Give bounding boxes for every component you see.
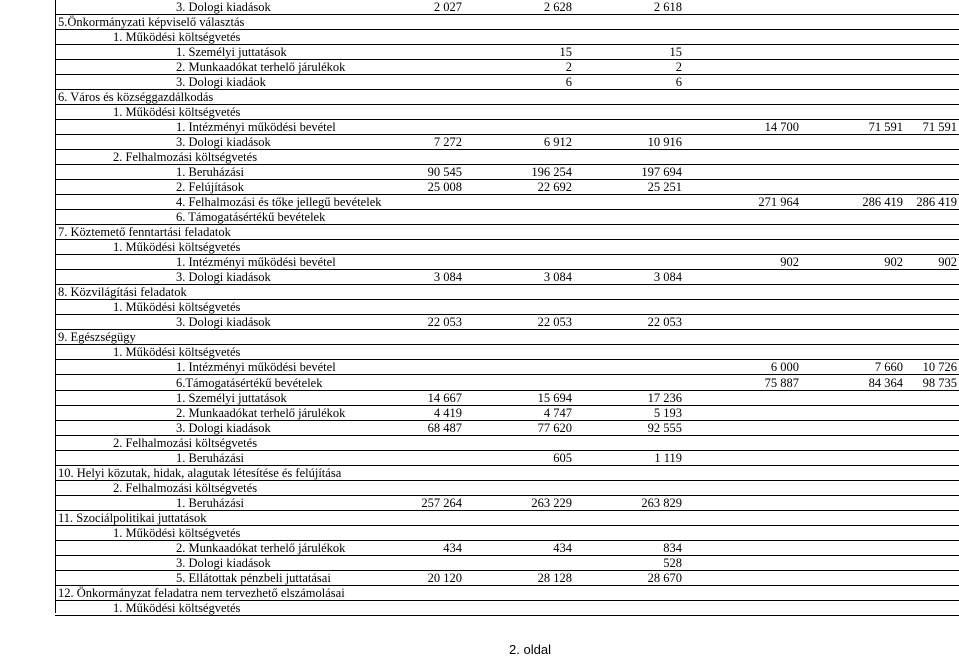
row-value-f: 286 419 xyxy=(916,195,957,210)
row-label: 5.Önkormányzati képviselő választás xyxy=(58,15,245,30)
row-value-c: 2 xyxy=(675,60,682,75)
row-value-e: 286 419 xyxy=(862,195,903,210)
row-value-a: 434 xyxy=(443,540,462,555)
row-value-e: 71 591 xyxy=(868,120,903,135)
row-value-b: 22 692 xyxy=(537,180,572,195)
row-label: 12. Önkormányzat feladatra nem tervezhető elszámolásai xyxy=(58,585,345,600)
row-value-b: 434 xyxy=(553,540,572,555)
row-value-d: 14 700 xyxy=(764,120,799,135)
table-row xyxy=(55,240,959,255)
table-row xyxy=(55,195,959,210)
row-value-b: 15 694 xyxy=(537,390,572,405)
row-value-b: 4 747 xyxy=(543,405,572,420)
table-row xyxy=(55,90,959,105)
table-row xyxy=(55,571,959,586)
row-value-a: 3 084 xyxy=(433,270,462,285)
table-row xyxy=(55,406,959,421)
row-label: 1. Beruházási xyxy=(176,165,245,180)
row-label: 2. Munkaadókat terhelő járulékok xyxy=(176,540,346,555)
table-row xyxy=(55,345,959,360)
row-value-b: 2 xyxy=(565,60,572,75)
table-row xyxy=(55,165,959,180)
row-value-e: 84 364 xyxy=(868,375,903,390)
row-label: 2. Munkaadókat terhelő járulékok xyxy=(176,60,346,75)
row-label: 2. Felhalmozási költségvetés xyxy=(113,150,258,165)
table-row xyxy=(55,75,959,90)
row-value-b: 28 128 xyxy=(537,570,572,585)
row-label: 3. Dologi kiadások xyxy=(176,0,271,14)
table-row xyxy=(55,15,959,30)
row-value-a: 68 487 xyxy=(427,420,462,435)
table-row xyxy=(55,391,959,406)
table-row xyxy=(55,541,959,556)
row-value-a: 25 008 xyxy=(427,180,462,195)
row-label: 1. Intézményi működési bevétel xyxy=(176,360,336,375)
row-value-c: 6 xyxy=(675,75,682,90)
row-value-b: 263 229 xyxy=(531,495,572,510)
row-label: 1. Működési költségvetés xyxy=(113,525,241,540)
row-label: 3. Dologi kiadáok xyxy=(176,75,266,90)
table-row xyxy=(55,60,959,75)
row-value-b: 6 xyxy=(565,75,572,90)
row-value-c: 15 xyxy=(669,45,682,60)
row-value-a: 7 272 xyxy=(433,135,462,150)
row-label: 6. Támogatásértékű bevételek xyxy=(176,210,326,225)
table-row xyxy=(55,30,959,45)
row-label: 2. Munkaadókat terhelő járulékok xyxy=(176,405,346,420)
row-label: 1. Működési költségvetés xyxy=(113,240,241,255)
row-label: 1. Működési költségvetés xyxy=(113,345,241,360)
row-value-c: 5 193 xyxy=(653,405,682,420)
row-label: 3. Dologi kiadások xyxy=(176,315,271,330)
row-value-c: 197 694 xyxy=(641,165,682,180)
row-value-c: 17 236 xyxy=(647,390,682,405)
table-row xyxy=(55,285,959,300)
row-label: 8. Közvilágítási feladatok xyxy=(58,285,187,300)
row-value-f: 71 591 xyxy=(922,120,957,135)
table-row xyxy=(55,135,959,150)
row-value-a: 90 545 xyxy=(427,165,462,180)
table-row xyxy=(55,180,959,195)
table-row xyxy=(55,466,959,481)
row-value-a: 4 419 xyxy=(433,405,462,420)
table-row xyxy=(55,481,959,496)
table-row xyxy=(55,315,959,330)
table-row xyxy=(55,255,959,270)
row-value-f: 10 726 xyxy=(922,360,957,375)
row-label: 2. Felhalmozási költségvetés xyxy=(113,435,258,450)
table-row xyxy=(55,270,959,285)
row-value-d: 75 887 xyxy=(764,375,799,390)
row-value-a: 20 120 xyxy=(427,570,462,585)
row-label: 1. Személyi juttatások xyxy=(176,45,287,60)
table-row xyxy=(55,556,959,571)
row-label: 1. Intézményi működési bevétel xyxy=(176,120,336,135)
row-value-a: 257 264 xyxy=(421,495,462,510)
table-row xyxy=(55,526,959,541)
page-number: 2. oldal xyxy=(509,642,551,657)
row-value-c: 92 555 xyxy=(647,420,682,435)
row-value-c: 263 829 xyxy=(641,495,682,510)
row-label: 10. Helyi közutak, hidak, alagutak létesítése és felújítása xyxy=(58,465,342,480)
row-label: 1. Működési költségvetés xyxy=(113,300,241,315)
row-value-c: 3 084 xyxy=(653,270,682,285)
table-row xyxy=(55,45,959,60)
row-value-b: 2 628 xyxy=(543,0,572,14)
table-row xyxy=(55,421,959,436)
row-value-d: 902 xyxy=(780,255,799,270)
row-value-b: 77 620 xyxy=(537,420,572,435)
table-row xyxy=(55,451,959,466)
table-row xyxy=(55,300,959,315)
table-row xyxy=(55,601,959,616)
row-label: 4. Felhalmozási és tőke jellegű bevételek xyxy=(176,195,382,210)
row-value-c: 28 670 xyxy=(647,570,682,585)
row-value-c: 834 xyxy=(663,540,682,555)
table-row xyxy=(55,210,959,225)
row-value-c: 10 916 xyxy=(647,135,682,150)
row-value-e: 902 xyxy=(884,255,903,270)
row-value-b: 22 053 xyxy=(537,315,572,330)
table-row xyxy=(55,105,959,120)
row-label: 9. Egészségügy xyxy=(58,330,136,345)
table-row xyxy=(55,436,959,451)
row-label: 3. Dologi kiadások xyxy=(176,270,271,285)
row-label: 3. Dologi kiadások xyxy=(176,135,271,150)
row-value-b: 6 912 xyxy=(543,135,572,150)
row-label: 6.Támogatásértékű bevételek xyxy=(176,375,323,390)
row-label: 1. Működési költségvetés xyxy=(113,600,241,615)
row-value-d: 271 964 xyxy=(758,195,799,210)
table-row xyxy=(55,586,959,601)
row-label: 6. Város és községgazdálkodás xyxy=(58,90,214,105)
table-row xyxy=(55,0,959,15)
row-value-b: 15 xyxy=(559,45,572,60)
row-label: 1. Beruházási xyxy=(176,495,245,510)
row-label: 7. Köztemető fenntartási feladatok xyxy=(58,225,231,240)
row-value-f: 902 xyxy=(938,255,957,270)
row-label: 3. Dologi kiadások xyxy=(176,420,271,435)
row-value-c: 2 618 xyxy=(653,0,682,14)
row-value-b: 605 xyxy=(553,450,572,465)
table-row xyxy=(55,360,959,375)
row-value-a: 2 027 xyxy=(433,0,462,14)
row-value-c: 1 119 xyxy=(654,450,682,465)
row-value-a: 22 053 xyxy=(427,315,462,330)
row-label: 1. Beruházási xyxy=(176,450,245,465)
table-row xyxy=(55,511,959,526)
table-row xyxy=(55,330,959,345)
row-value-e: 7 660 xyxy=(874,360,903,375)
row-value-c: 22 053 xyxy=(647,315,682,330)
row-label: 1. Intézményi működési bevétel xyxy=(176,255,336,270)
row-label: 1. Személyi juttatások xyxy=(176,390,287,405)
row-value-f: 98 735 xyxy=(922,375,957,390)
table-row xyxy=(55,150,959,165)
row-value-b: 3 084 xyxy=(543,270,572,285)
row-value-c: 25 251 xyxy=(647,180,682,195)
row-value-b: 196 254 xyxy=(531,165,572,180)
table-left-border xyxy=(55,0,56,613)
row-label: 5. Ellátottak pénzbeli juttatásai xyxy=(176,570,331,585)
row-label: 2. Felhalmozási költségvetés xyxy=(113,480,258,495)
row-label: 2. Felújítások xyxy=(176,180,245,195)
row-label: 1. Működési költségvetés xyxy=(113,105,241,120)
table-row xyxy=(55,496,959,511)
table-row xyxy=(55,120,959,135)
table-row xyxy=(55,225,959,240)
row-label: 3. Dologi kiadások xyxy=(176,555,271,570)
table-row xyxy=(55,376,959,391)
row-value-d: 6 000 xyxy=(770,360,799,375)
row-label: 1. Működési költségvetés xyxy=(113,30,241,45)
row-value-c: 528 xyxy=(663,555,682,570)
row-label: 11. Szociálpolitikai juttatások xyxy=(58,510,207,525)
row-value-a: 14 667 xyxy=(427,390,462,405)
